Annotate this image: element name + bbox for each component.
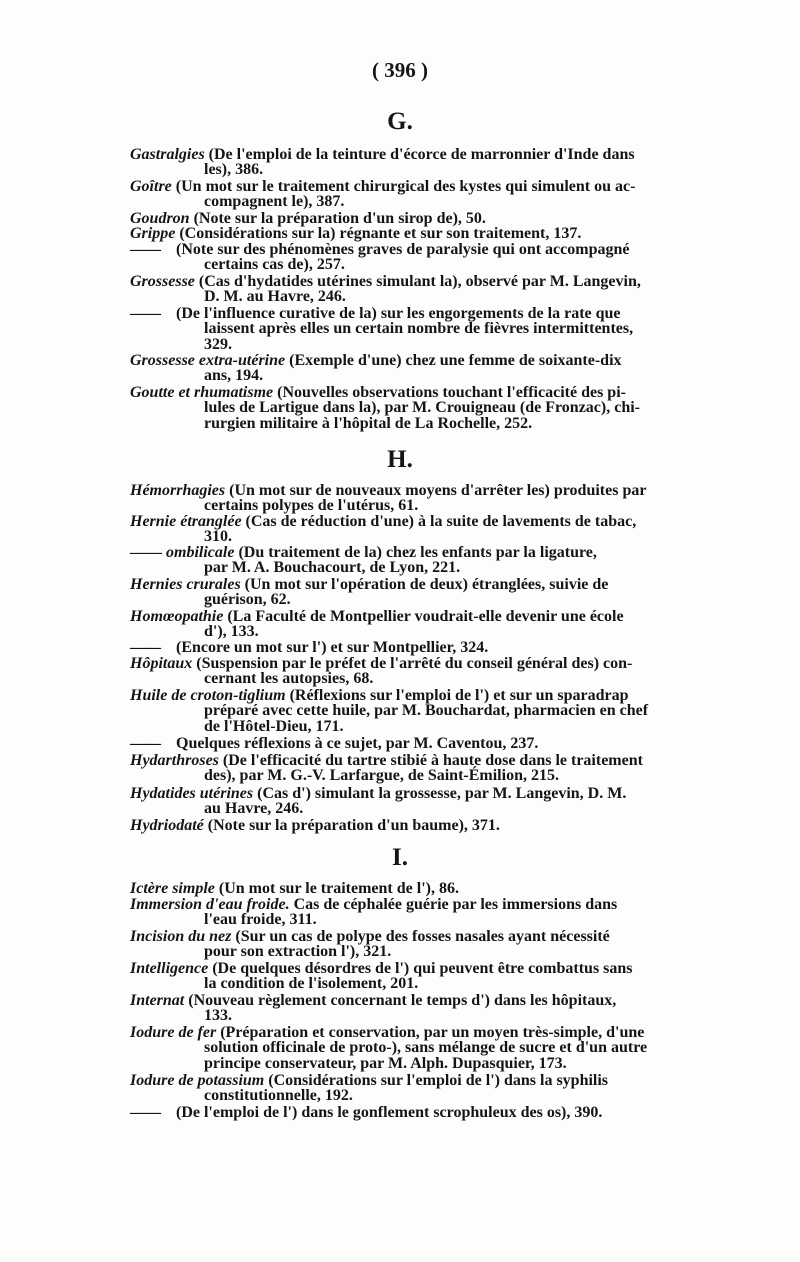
entry-continuation: d'), 133. bbox=[204, 623, 259, 641]
entry-text: (Un mot sur le traitement chirurgical des kystes qui simulent ou ac- bbox=[175, 178, 636, 195]
index-entry bbox=[130, 353, 670, 384]
entry-term: Incision du nez bbox=[130, 928, 232, 945]
index-entry bbox=[130, 577, 670, 608]
entry-text: (Un mot sur l'opération de deux) étranglées, suivie de bbox=[244, 576, 609, 593]
entry-text: (Un mot sur le traitement de l'), 86. bbox=[218, 880, 459, 897]
entry-continuation: laissent après elles un certain nombre de fièvres intermittentes, bbox=[204, 320, 634, 338]
index-entry bbox=[130, 993, 670, 1024]
entry-term: —— ombilicale bbox=[130, 544, 235, 561]
entry-term: Hydarthroses bbox=[130, 752, 219, 769]
entry-text: (De quelques désordres de l') qui peuvent être combattus sans bbox=[212, 960, 633, 977]
entry-dash: —— bbox=[130, 241, 160, 258]
entry-text: (Nouveau règlement concernant le temps d') dans les hôpitaux, bbox=[188, 992, 617, 1009]
index-entry bbox=[130, 545, 670, 576]
entry-text: (Considérations sur l'emploi de l') dans la syphilis bbox=[268, 1072, 609, 1089]
entry-dash: —— bbox=[130, 639, 160, 656]
entry-continuation: lules de Lartigue dans la), par M. Crouigneau (de Fronzac), chi- bbox=[204, 399, 640, 417]
entry-text: (Exemple d'une) chez une femme de soixante-dix bbox=[289, 352, 622, 369]
entry-term: Huile de croton-tiglium bbox=[130, 687, 286, 704]
index-entry bbox=[130, 753, 670, 784]
entry-continuation: principe conservateur, par M. Alph. Dupasquier, 173. bbox=[204, 1054, 567, 1072]
page-number: ( 396 ) bbox=[372, 58, 428, 82]
entry-text: (Suspension par le préfet de l'arrêté du conseil général des) con- bbox=[196, 655, 633, 672]
entry-term: Grossesse bbox=[130, 273, 195, 290]
entry-text: (Cas d'hydatides utérines simulant la), observé par M. Langevin, bbox=[198, 273, 641, 290]
index-entry bbox=[130, 656, 670, 687]
entry-text: (Nouvelles observations touchant l'efficacité des pi- bbox=[277, 384, 626, 401]
entry-term: Ictère simple bbox=[130, 880, 215, 897]
entry-term: Hernies crurales bbox=[130, 576, 241, 593]
index-entry bbox=[130, 1073, 670, 1104]
entry-text: (De l'efficacité du tartre stibié à haute dose dans le traitement bbox=[222, 752, 643, 769]
entry-continuation: guérison, 62. bbox=[204, 591, 291, 609]
entry-continuation: des), par M. G.-V. Larfargue, de Saint-Émilion, 215. bbox=[204, 767, 559, 785]
entry-continuation: 310. bbox=[204, 528, 232, 546]
entry-continuation: 133. bbox=[204, 1007, 232, 1025]
entry-text: (Cas de réduction d'une) à la suite de lavements de tabac, bbox=[245, 513, 637, 530]
entry-term: Grossesse extra-utérine bbox=[130, 352, 286, 369]
entry-term: Intelligence bbox=[130, 960, 209, 977]
index-entry bbox=[130, 514, 670, 545]
entry-term: Hôpitaux bbox=[130, 655, 193, 672]
index-entry bbox=[130, 818, 670, 833]
index-entry bbox=[130, 881, 670, 896]
index-entry bbox=[130, 1025, 670, 1071]
index-entry bbox=[130, 483, 670, 514]
entry-continuation: constitutionnelle, 192. bbox=[204, 1087, 353, 1105]
entry-continuation: par M. A. Bouchacourt, de Lyon, 221. bbox=[204, 559, 461, 577]
entry-continuation: certains cas de), 257. bbox=[204, 256, 345, 274]
entry-text: (De l'emploi de l') dans le gonflement scrophuleux des os), 390. bbox=[176, 1104, 603, 1121]
entry-text: Cas de céphalée guérie par les immersions dans bbox=[293, 896, 618, 913]
entry-continuation: la condition de l'isolement, 201. bbox=[204, 975, 419, 993]
entry-continuation: les), 386. bbox=[204, 161, 264, 179]
section-letter-h: H. bbox=[387, 446, 413, 473]
entry-text: (Préparation et conservation, par un moyen très-simple, d'une bbox=[220, 1024, 645, 1041]
index-entry bbox=[130, 640, 670, 655]
entry-dash: —— bbox=[130, 735, 160, 752]
entry-text: (Encore un mot sur l') et sur Montpellier, 324. bbox=[176, 639, 489, 656]
entry-term: Homœopathie bbox=[130, 608, 224, 625]
entry-continuation: certains polypes de l'utérus, 61. bbox=[204, 497, 419, 515]
entry-dash: —— bbox=[130, 305, 160, 322]
index-entry bbox=[130, 306, 670, 352]
entry-continuation: rurgien militaire à l'hôpital de La Rochelle, 252. bbox=[204, 414, 533, 432]
index-entry bbox=[130, 929, 670, 960]
entry-continuation: compagnent le), 387. bbox=[204, 193, 345, 211]
entry-term: Hémorrhagies bbox=[130, 482, 226, 499]
section-letter-g: G. bbox=[387, 108, 413, 135]
index-entry bbox=[130, 961, 670, 992]
entry-term: Internat bbox=[130, 992, 185, 1009]
entry-term: Gastralgies bbox=[130, 146, 205, 163]
entry-text: (Note sur la préparation d'un sirop de), 50. bbox=[193, 210, 486, 227]
entry-continuation: 329. bbox=[204, 335, 232, 353]
section-letter-i: I. bbox=[392, 844, 408, 871]
entry-term: Immersion d'eau froide. bbox=[130, 896, 290, 913]
index-entry bbox=[130, 147, 670, 178]
entry-text: (De l'emploi de la teinture d'écorce de marronnier d'Inde dans bbox=[208, 146, 635, 163]
entry-term: Grippe bbox=[130, 225, 176, 242]
entry-term: Iodure de potassium bbox=[130, 1072, 265, 1089]
entry-text: (Considérations sur la) régnante et sur son traitement, 137. bbox=[179, 225, 582, 242]
entry-text: (La Faculté de Montpellier voudrait-elle devenir une école bbox=[227, 608, 624, 625]
entry-continuation: solution officinale de proto-), sans mélange de sucre et d'un autre bbox=[204, 1039, 648, 1057]
entry-continuation: D. M. au Havre, 246. bbox=[204, 288, 346, 306]
entry-text: (Un mot sur de nouveaux moyens d'arrêter les) produites par bbox=[229, 482, 647, 499]
index-entry bbox=[130, 688, 670, 734]
entry-term: Goutte et rhumatisme bbox=[130, 384, 274, 401]
entry-text: (Sur un cas de polype des fosses nasales ayant nécessité bbox=[235, 928, 610, 945]
index-entry bbox=[130, 274, 670, 305]
index-entry bbox=[130, 786, 670, 817]
entry-continuation: pour son extraction l'), 321. bbox=[204, 943, 392, 961]
index-entry bbox=[130, 179, 670, 210]
entry-text: (Note sur des phénomènes graves de paralysie qui ont accompagné bbox=[176, 241, 630, 258]
entry-term: Goudron bbox=[130, 210, 190, 227]
index-entry bbox=[130, 736, 670, 751]
entry-continuation: préparé avec cette huile, par M. Bouchardat, pharmacien en chef bbox=[204, 702, 649, 720]
index-entry bbox=[130, 1105, 670, 1120]
entry-continuation: l'eau froide, 311. bbox=[204, 911, 317, 929]
entry-continuation: ans, 194. bbox=[204, 367, 264, 385]
entry-text: (Du traitement de la) chez les enfants par la ligature, bbox=[238, 544, 597, 561]
entry-text: (Réflexions sur l'emploi de l') et sur un sparadrap bbox=[289, 687, 629, 704]
index-entry bbox=[130, 385, 670, 431]
entry-term: Hydriodaté bbox=[130, 817, 204, 834]
entry-text: (De l'influence curative de la) sur les engorgements de la rate que bbox=[176, 305, 621, 322]
entry-term: Goître bbox=[130, 178, 172, 195]
entry-continuation: cernant les autopsies, 68. bbox=[204, 670, 374, 688]
index-entry bbox=[130, 242, 670, 273]
entry-dash: —— bbox=[130, 1104, 160, 1121]
index-entry bbox=[130, 226, 670, 241]
entry-text: Quelques réflexions à ce sujet, par M. Caventou, 237. bbox=[176, 735, 539, 752]
entry-text: (Cas d') simulant la grossesse, par M. Langevin, D. M. bbox=[257, 785, 627, 802]
entry-term: Iodure de fer bbox=[130, 1024, 217, 1041]
entry-term: Hernie étranglée bbox=[130, 513, 242, 530]
entry-continuation: de l'Hôtel-Dieu, 171. bbox=[204, 717, 344, 735]
entry-continuation: au Havre, 246. bbox=[204, 800, 304, 818]
entry-text: (Note sur la préparation d'un baume), 371. bbox=[207, 817, 500, 834]
index-entry bbox=[130, 609, 670, 640]
index-entry bbox=[130, 897, 670, 928]
entry-term: Hydatides utérines bbox=[130, 785, 254, 802]
